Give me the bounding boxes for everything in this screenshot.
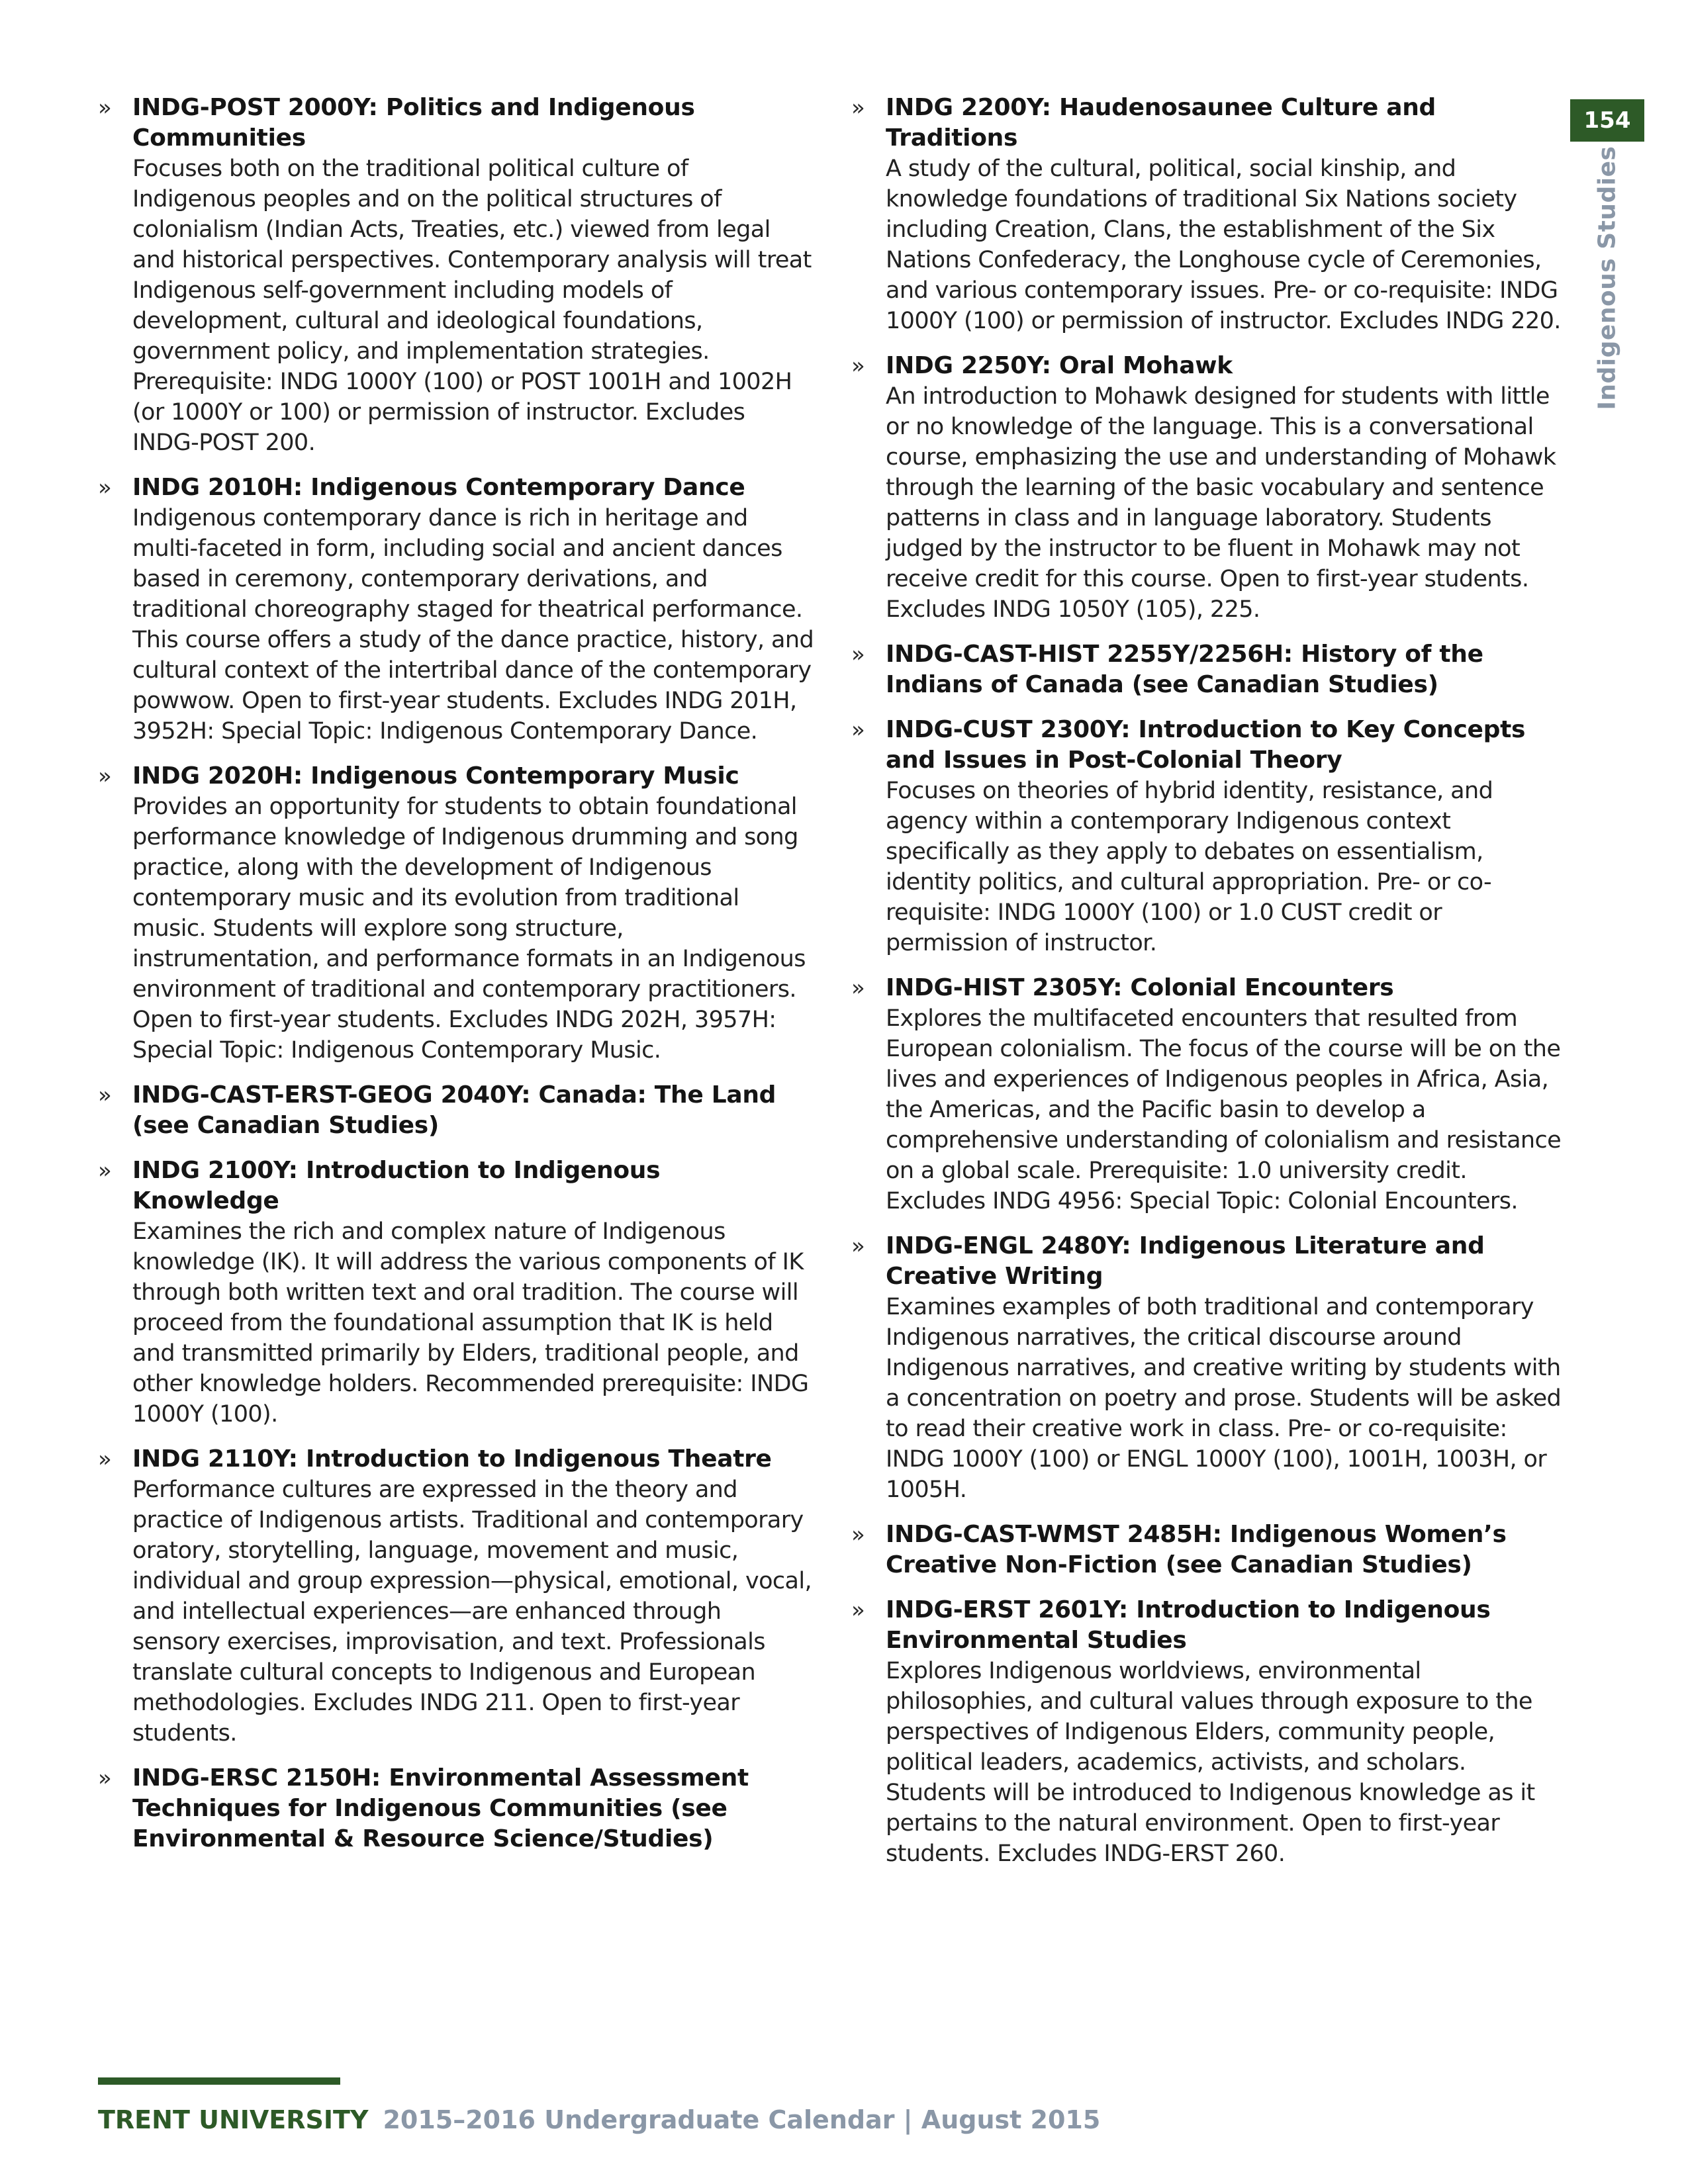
bullet-marker: »: [851, 95, 865, 121]
course-description: An introduction to Mohawk designed for students with little or no knowledge of the language. This is a conversational course, emphasizing the use and understanding of Mohawk through the learning of the basic vocabulary and sentence patterns in class and in language laboratory. Students judged by the instructor to be fluent in Mohawk may not receive credit for this course. Open to first-year students. Excludes INDG 1050Y (105), 225.: [886, 383, 1556, 623]
course-title: INDG-CAST-WMST 2485H: Indigenous Women’s Creative Non-Fiction (see Canadian Studies): [886, 1521, 1507, 1578]
course-title: INDG-ERSC 2150H: Environmental Assessment Techniques for Indigenous Communities (see Environmental & Resource Science/Studies): [132, 1764, 749, 1852]
bullet-marker: »: [851, 641, 865, 668]
course-title: INDG 2250Y: Oral Mohawk: [886, 352, 1233, 379]
course-title: INDG-POST 2000Y: Politics and Indigenous Communities: [132, 94, 695, 152]
left-column: [93, 93, 814, 1869]
course-description: Focuses on theories of hybrid identity, resistance, and agency within a contemporary Indigenous context specifically as they apply to debates on essentialism, identity politics, and cultural appropriation. Pre- or co-requisite: INDG 1000Y (100) or 1.0 CUST credit or permission of instructor.: [886, 778, 1493, 956]
course-entry: [93, 1444, 814, 1749]
course-entry: [93, 473, 814, 747]
course-title: INDG 2100Y: Introduction to Indigenous Knowledge: [132, 1157, 661, 1214]
course-title: INDG-HIST 2305Y: Colonial Encounters: [886, 974, 1394, 1001]
course-entry: [93, 761, 814, 1066]
bullet-marker: »: [98, 1158, 112, 1184]
course-entry: [846, 973, 1562, 1216]
bullet-marker: »: [98, 1082, 112, 1109]
course-title: INDG 2020H: Indigenous Contemporary Music: [132, 762, 739, 790]
course-description: A study of the cultural, political, social kinship, and knowledge foundations of traditional Six Nations society including Creation, Clans, the establishment of the Six Nations Confederacy, the Longhouse cycle of Ceremonies, and various contemporary issues. Pre- or co-requisite: INDG 1000Y (100) or permission of instructor. Excludes INDG 220.: [886, 156, 1561, 334]
bullet-marker: »: [851, 717, 865, 743]
course-title: INDG 2110Y: Introduction to Indigenous Theatre: [132, 1445, 772, 1473]
course-entry: [93, 1763, 814, 1854]
section-side-label: Indigenous Studies: [1593, 146, 1621, 410]
bullet-marker: »: [98, 475, 112, 501]
course-description: Performance cultures are expressed in the theory and practice of Indigenous artists. Traditional and contemporary oratory, storytelling, language, movement and music, individual and group expression—physical, emotional, vocal, and intellectual experiences—are enhanced through sensory exercises, improvisation, and text. Professionals translate cultural concepts to Indigenous and European methodologies. Excludes INDG 211. Open to first-year students.: [132, 1477, 812, 1747]
bullet-marker: »: [98, 95, 112, 121]
course-description: Indigenous contemporary dance is rich in heritage and multi-faceted in form, including social and ancient dances based in ceremony, contemporary derivations, and traditional choreography staged for theatrical performance. This course offers a study of the dance practice, history, and cultural context of the intertribal dance of the contemporary powwow. Open to first-year students. Excludes INDG 201H, 3952H: Special Topic: Indigenous Contemporary Dance.: [132, 505, 814, 745]
course-entry: [93, 1080, 814, 1141]
bullet-marker: »: [98, 1765, 112, 1792]
course-entry: [846, 1595, 1562, 1869]
course-title: INDG-ERST 2601Y: Introduction to Indigenous Environmental Studies: [886, 1596, 1491, 1654]
course-entry: [846, 93, 1562, 336]
footer-rule: [98, 2077, 340, 2085]
course-title: INDG 2200Y: Haudenosaunee Culture and Traditions: [886, 94, 1436, 152]
bullet-marker: »: [98, 1446, 112, 1473]
bullet-marker: »: [851, 1597, 865, 1623]
course-title: INDG-CUST 2300Y: Introduction to Key Concepts and Issues in Post-Colonial Theory: [886, 716, 1526, 774]
bullet-marker: »: [851, 1522, 865, 1548]
course-entry: [846, 351, 1562, 625]
course-description: Provides an opportunity for students to obtain foundational performance knowledge of Indigenous drumming and song practice, along with the development of Indigenous contemporary music and its evolution from traditional music. Students will explore song structure, instrumentation, and performance formats in an Indigenous environment of traditional and contemporary practitioners. Open to first-year students. Excludes INDG 202H, 3957H: Special Topic: Indigenous Contemporary Music.: [132, 794, 806, 1064]
course-entry: [93, 93, 814, 458]
course-title: INDG-ENGL 2480Y: Indigenous Literature and Creative Writing: [886, 1232, 1485, 1290]
bullet-marker: »: [851, 975, 865, 1001]
page-number-badge: 154: [1570, 99, 1644, 142]
page-footer: [98, 2103, 1100, 2136]
footer-calendar: 2015–2016 Undergraduate Calendar | August 2015: [383, 2105, 1101, 2134]
course-description: Explores the multifaceted encounters that resulted from European colonialism. The focus of the course will be on the lives and experiences of Indigenous peoples in Africa, Asia, the Americas, and the Pacific basin to develop a comprehensive understanding of colonialism and resistance on a global scale. Prerequisite: 1.0 university credit. Excludes INDG 4956: Special Topic: Colonial Encounters.: [886, 1005, 1562, 1214]
course-entry: [846, 715, 1562, 958]
course-description: Explores Indigenous worldviews, environmental philosophies, and cultural values through exposure to the perspectives of Indigenous Elders, community people, political leaders, academics, activists, and scholars. Students will be introduced to Indigenous knowledge as it pertains to the natural environment. Open to first-year students. Excludes INDG-ERST 260.: [886, 1658, 1535, 1867]
bullet-marker: »: [98, 763, 112, 790]
bullet-marker: »: [851, 1233, 865, 1259]
right-column: [846, 93, 1562, 1884]
course-title: INDG 2010H: Indigenous Contemporary Dance: [132, 474, 745, 501]
course-description: Focuses both on the traditional political culture of Indigenous peoples and on the political structures of colonialism (Indian Acts, Treaties, etc.) viewed from legal and historical perspectives. Contemporary analysis will treat Indigenous self-government including models of development, cultural and ideological foundations, government policy, and implementation strategies. Prerequisite: INDG 1000Y (100) or POST 1001H and 1002H (or 1000Y or 100) or permission of instructor. Excludes INDG-POST 200.: [132, 156, 812, 456]
course-title: INDG-CAST-ERST-GEOG 2040Y: Canada: The Land (see Canadian Studies): [132, 1081, 776, 1139]
course-entry: [846, 1520, 1562, 1580]
course-description: Examines the rich and complex nature of Indigenous knowledge (IK). It will address the various components of IK through both written text and oral tradition. The course will proceed from the foundational assumption that IK is held and transmitted primarily by Elders, traditional people, and other knowledge holders. Recommended prerequisite: INDG 1000Y (100).: [132, 1218, 809, 1428]
course-entry: [846, 1231, 1562, 1505]
course-entry: [93, 1156, 814, 1430]
course-entry: [846, 639, 1562, 700]
course-title: INDG-CAST-HIST 2255Y/2256H: History of the Indians of Canada (see Canadian Studies): [886, 641, 1483, 698]
footer-university: TRENT UNIVERSITY: [98, 2105, 369, 2134]
course-description: Examines examples of both traditional and contemporary Indigenous narratives, the critical discourse around Indigenous narratives, and creative writing by students with a concentration on poetry and prose. Students will be asked to read their creative work in class. Pre- or co-requisite: INDG 1000Y (100) or ENGL 1000Y (100), 1001H, 1003H, or 1005H.: [886, 1294, 1562, 1503]
bullet-marker: »: [851, 353, 865, 379]
